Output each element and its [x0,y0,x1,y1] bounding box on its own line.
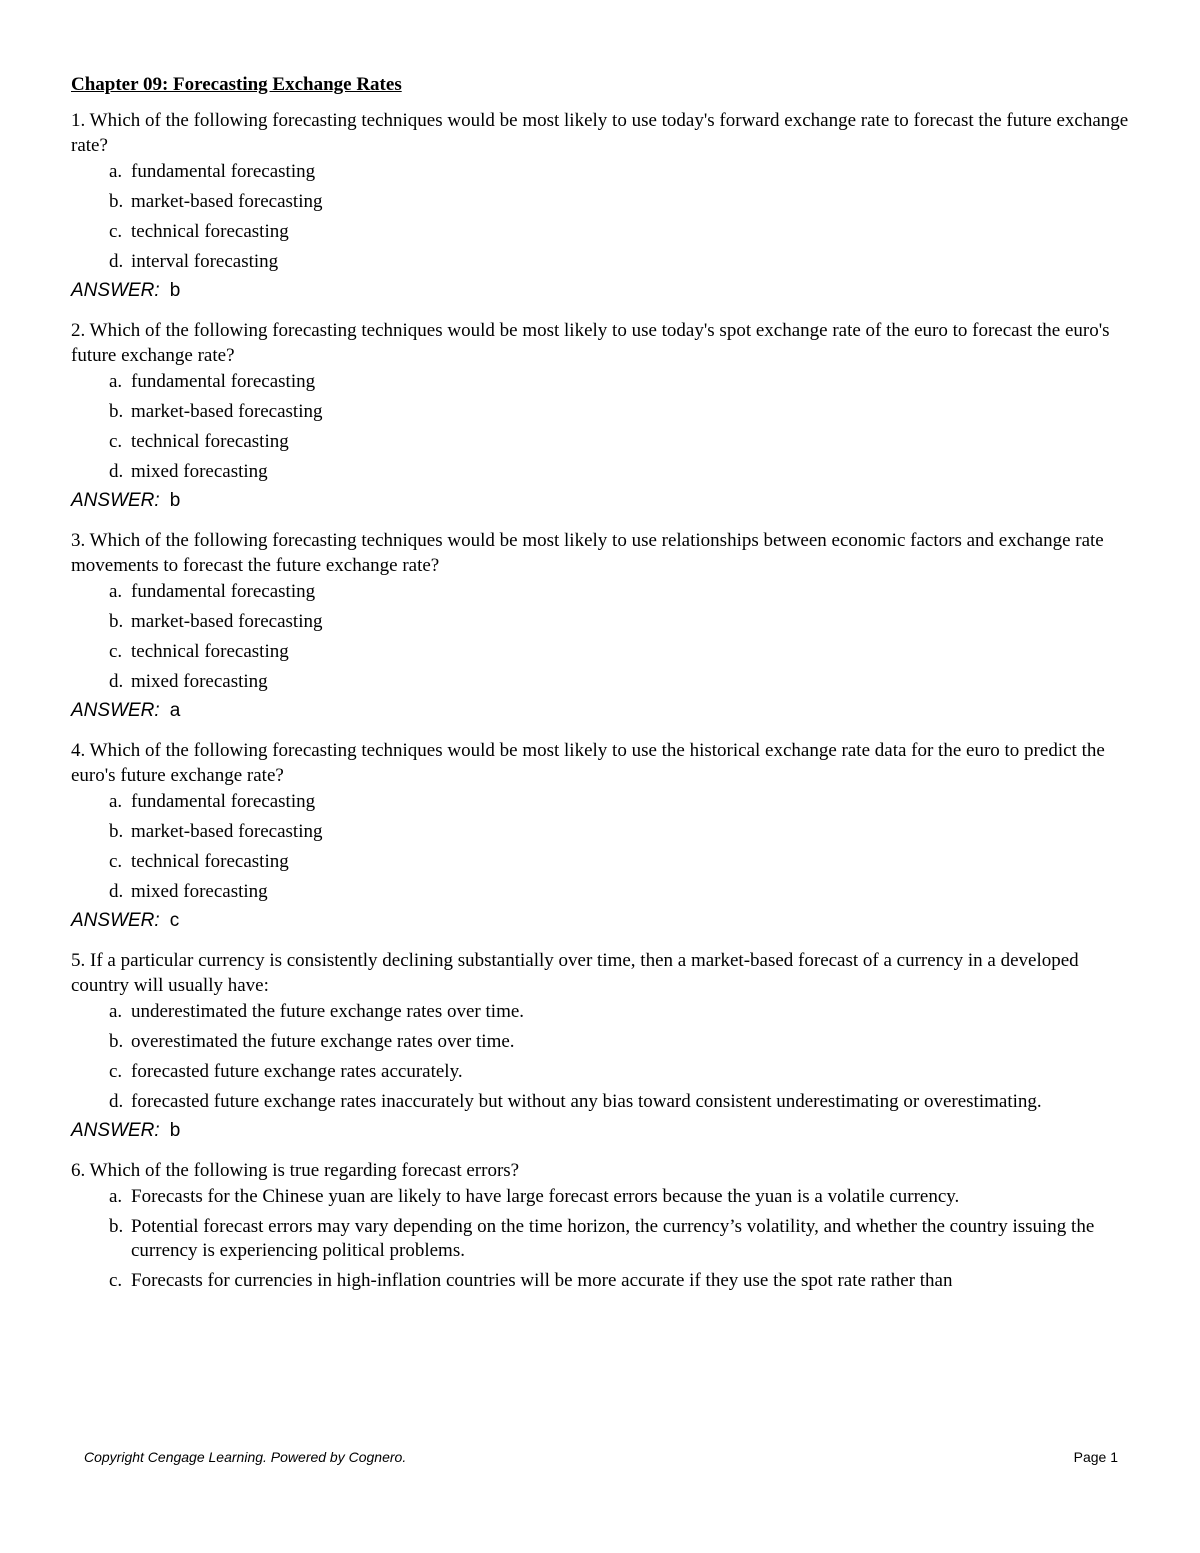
choice-text: market-based forecasting [131,821,323,842]
choice-text: mixed forecasting [131,461,268,482]
choice-c [71,1269,1141,1293]
choice-letter: a. [109,1186,123,1207]
choice-list [71,1185,1141,1293]
choice-list [71,160,1141,274]
choice-letter: b. [109,611,124,632]
choice-letter: b. [109,1031,124,1052]
choice-text: underestimated the future exchange rates over time. [131,1001,525,1022]
choice-letter: c. [109,221,123,242]
choice-letter: d. [109,251,124,272]
choice-d [71,670,1141,694]
question-6 [71,1158,1141,1293]
answer-value: a [169,700,181,721]
choice-text: fundamental forecasting [131,581,316,602]
choice-letter: d. [109,671,124,692]
choice-list [71,370,1141,484]
choice-letter: c. [109,1061,123,1082]
choice-b [71,820,1141,844]
choice-d [71,250,1141,274]
question-5 [71,948,1141,1144]
choice-letter: c. [109,431,123,452]
answer-value: b [169,1120,181,1141]
choice-text: market-based forecasting [131,191,323,212]
choice-letter: d. [109,461,124,482]
choice-b [71,1215,1141,1263]
answer-line [71,1118,1141,1144]
choice-c [71,640,1141,664]
choice-letter: b. [109,191,124,212]
choice-text: overestimated the future exchange rates over time. [131,1031,515,1052]
choice-text: market-based forecasting [131,401,323,422]
choice-b [71,190,1141,214]
choice-text: technical forecasting [131,641,289,662]
choice-letter: c. [109,641,123,662]
question-3 [71,528,1141,724]
choice-text: mixed forecasting [131,881,268,902]
answer-label: ANSWER: [71,700,160,721]
question-4 [71,738,1141,934]
choice-a [71,790,1141,814]
choice-letter: b. [109,821,124,842]
choice-a [71,580,1141,604]
question-stem: 5. If a particular currency is consistently declining substantially over time, then a market-based forecast of a currency in a developed country will usually have: [71,950,1079,996]
choice-letter: c. [109,1270,123,1291]
choice-text: forecasted future exchange rates inaccurately but without any bias toward consistent underestimating or overestimating. [131,1091,1042,1112]
answer-label: ANSWER: [71,490,160,511]
choice-letter: a. [109,371,123,392]
question-2 [71,318,1141,514]
question-stem: 4. Which of the following forecasting techniques would be most likely to use the historical exchange rate data for the euro to predict the euro's future exchange rate? [71,740,1105,786]
choice-text: fundamental forecasting [131,791,316,812]
choice-letter: c. [109,851,123,872]
answer-line [71,698,1141,724]
choice-list [71,1000,1141,1114]
choice-text: fundamental forecasting [131,371,316,392]
choice-letter: d. [109,881,124,902]
choice-c [71,1060,1141,1084]
answer-line [71,488,1141,514]
answer-value: b [169,490,181,511]
choice-text: technical forecasting [131,851,289,872]
choice-c [71,430,1141,454]
answer-value: c [169,910,180,931]
choice-c [71,850,1141,874]
choice-list [71,580,1141,694]
choice-b [71,1030,1141,1054]
choice-letter: b. [109,1216,124,1237]
answer-label: ANSWER: [71,280,160,301]
answer-label: ANSWER: [71,910,160,931]
answer-line [71,908,1141,934]
question-stem: 1. Which of the following forecasting techniques would be most likely to use today's forward exchange rate to forecast the future exchange rate? [71,110,1129,156]
page-number: Page 1 [1073,1449,1118,1465]
choice-text: fundamental forecasting [131,161,316,182]
question-stem: 3. Which of the following forecasting techniques would be most likely to use relationships between economic factors and exchange rate movements to forecast the future exchange rate? [71,530,1104,576]
choice-text: forecasted future exchange rates accurately. [131,1061,463,1082]
choice-text: technical forecasting [131,221,289,242]
choice-text: market-based forecasting [131,611,323,632]
choice-text: technical forecasting [131,431,289,452]
choice-letter: a. [109,1001,123,1022]
document-content [71,72,1141,1307]
choice-d [71,460,1141,484]
choice-list [71,790,1141,904]
choice-b [71,400,1141,424]
choice-letter: a. [109,791,123,812]
choice-b [71,610,1141,634]
answer-label: ANSWER: [71,1120,160,1141]
question-stem: 2. Which of the following forecasting techniques would be most likely to use today's spot exchange rate of the euro to forecast the euro's future exchange rate? [71,320,1110,366]
choice-text: Potential forecast errors may vary depending on the time horizon, the currency’s volatility, and whether the country issuing the currency is experiencing political problems. [131,1216,1095,1261]
choice-text: interval forecasting [131,251,279,272]
choice-a [71,1000,1141,1024]
page-footer [84,1448,1118,1466]
choice-text: mixed forecasting [131,671,268,692]
choice-c [71,220,1141,244]
choice-a [71,160,1141,184]
question-1 [71,108,1141,304]
answer-line [71,278,1141,304]
choice-a [71,1185,1141,1209]
choice-letter: a. [109,581,123,602]
question-stem: 6. Which of the following is true regarding forecast errors? [71,1160,520,1181]
answer-value: b [169,280,181,301]
choice-text: Forecasts for the Chinese yuan are likely to have large forecast errors because the yuan is a volatile currency. [131,1186,960,1207]
choice-d [71,1090,1141,1114]
choice-text: Forecasts for currencies in high-inflation countries will be more accurate if they use the spot rate rather than [131,1270,953,1291]
chapter-title: Chapter 09: Forecasting Exchange Rates [71,74,402,95]
choice-letter: b. [109,401,124,422]
choice-a [71,370,1141,394]
choice-letter: a. [109,161,123,182]
copyright-notice: Copyright Cengage Learning. Powered by Cognero. [84,1449,407,1465]
choice-d [71,880,1141,904]
choice-letter: d. [109,1091,124,1112]
